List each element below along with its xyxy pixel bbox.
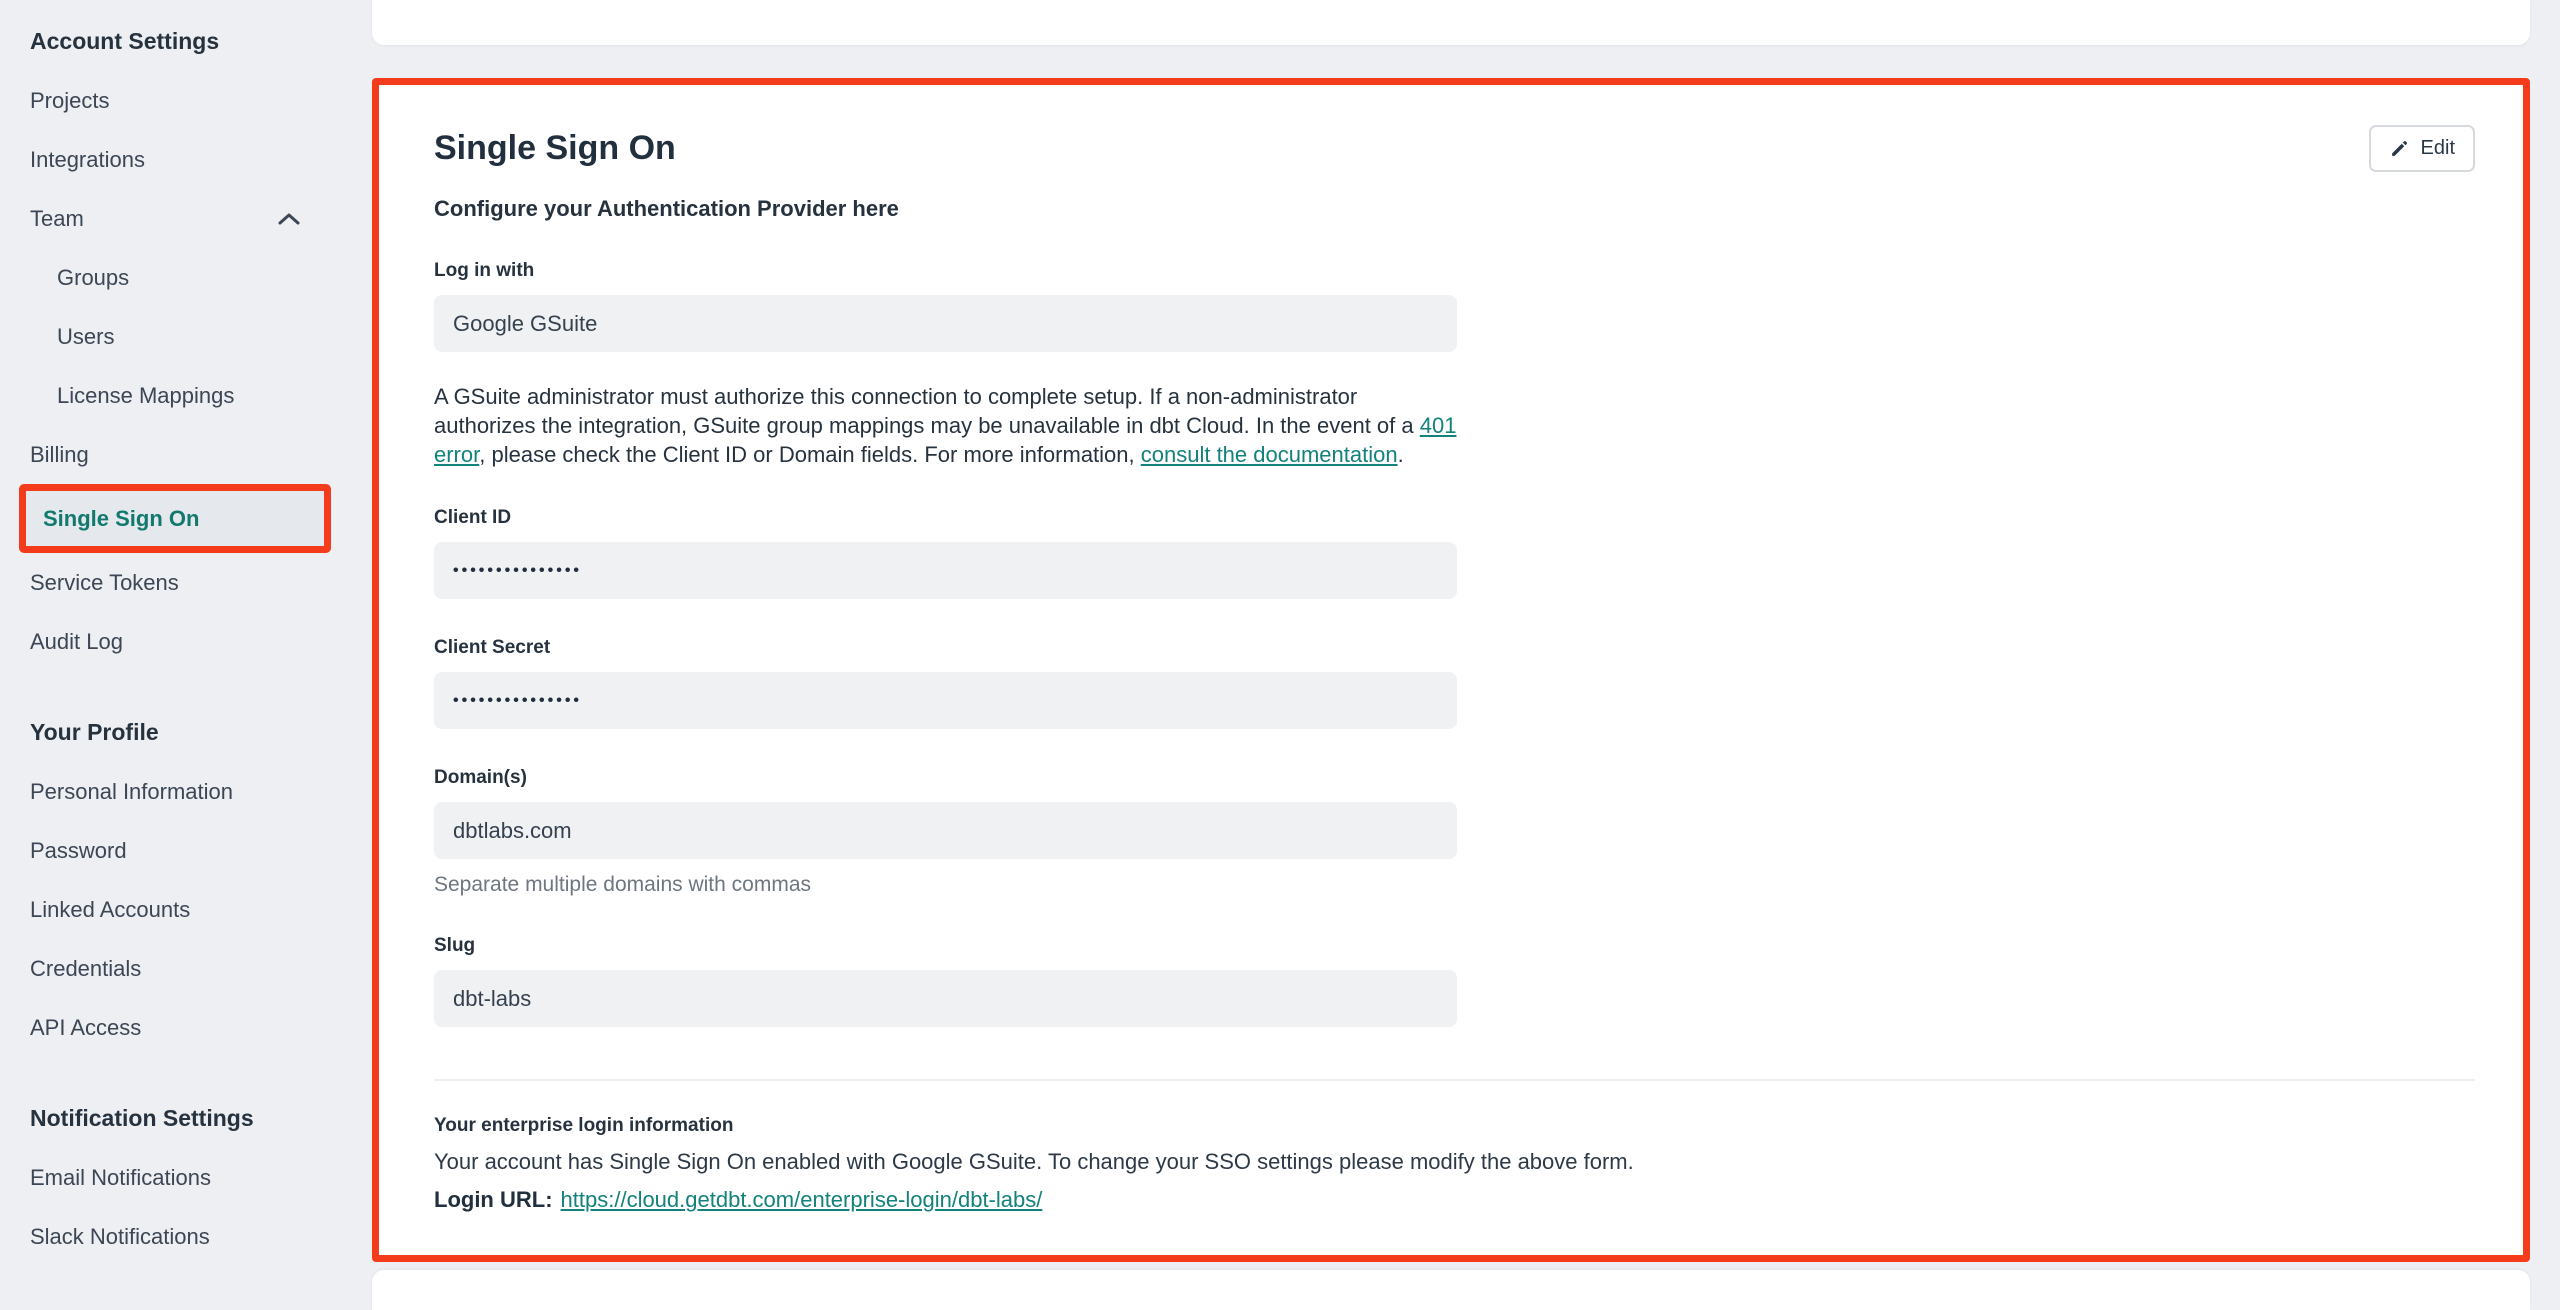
login-provider-label: Log in with: [434, 260, 1457, 282]
client-id-input[interactable]: •••••••••••••••: [434, 542, 1457, 599]
login-provider-input[interactable]: Google GSuite: [434, 295, 1457, 352]
sidebar-item-credentials[interactable]: Credentials: [30, 939, 308, 998]
sidebar-item-license-mappings[interactable]: License Mappings: [30, 366, 308, 425]
page-title: Single Sign On: [434, 125, 676, 168]
sidebar-item-audit-log[interactable]: Audit Log: [30, 612, 308, 671]
client-id-field: [434, 507, 1457, 599]
card-subtitle: Configure your Authentication Provider here: [434, 196, 2475, 222]
login-url-link[interactable]: https://cloud.getdbt.com/enterprise-login/dbt-labs/: [561, 1187, 1043, 1212]
edit-button-label: Edit: [2421, 137, 2455, 160]
client-secret-input[interactable]: •••••••••••••••: [434, 672, 1457, 729]
client-secret-field: [434, 637, 1457, 729]
previous-card-edge: [372, 0, 2530, 45]
sidebar-item-groups[interactable]: Groups: [30, 248, 308, 307]
sidebar-item-users[interactable]: Users: [30, 307, 308, 366]
sidebar-item-slack-notifications[interactable]: Slack Notifications: [30, 1207, 308, 1266]
sidebar-item-team[interactable]: Team: [30, 189, 308, 248]
sidebar-item-single-sign-on[interactable]: Single Sign On: [26, 491, 324, 546]
next-card-edge: [372, 1270, 2530, 1310]
sidebar-item-api-access[interactable]: API Access: [30, 998, 308, 1057]
domains-helper-text: Separate multiple domains with commas: [434, 873, 1457, 897]
domains-field: [434, 767, 1457, 897]
sidebar-item-email-notifications[interactable]: Email Notifications: [30, 1148, 308, 1207]
annotation-highlight-sidebar: [19, 484, 331, 553]
annotation-highlight-card: [372, 78, 2530, 1262]
client-id-label: Client ID: [434, 507, 1457, 529]
sidebar-item-linked-accounts[interactable]: Linked Accounts: [30, 880, 308, 939]
chevron-up-icon: [278, 213, 300, 225]
sidebar-header-your-profile: Your Profile: [30, 703, 308, 762]
slug-input[interactable]: dbt-labs: [434, 970, 1457, 1027]
gsuite-description: A GSuite administrator must authorize this connection to complete setup. If a non-administrator authorizes the integration, GSuite group mappings may be unavailable in dbt Cloud. In the event of a 401 error, please check the Client ID or Domain fields. For more information, consult the documentation.: [434, 382, 1457, 469]
sidebar-item-projects[interactable]: Projects: [30, 71, 308, 130]
pencil-icon: [2389, 138, 2410, 159]
sidebar-item-password[interactable]: Password: [30, 821, 308, 880]
edit-button[interactable]: [2369, 125, 2475, 172]
sidebar-header-notification-settings: Notification Settings: [30, 1089, 308, 1148]
documentation-link[interactable]: consult the documentation: [1141, 442, 1398, 467]
domains-label: Domain(s): [434, 767, 1457, 789]
login-url-label: Login URL:: [434, 1187, 553, 1212]
slug-label: Slug: [434, 935, 1457, 957]
enterprise-login-heading: Your enterprise login information: [434, 1115, 2475, 1137]
slug-field: [434, 935, 1457, 1027]
client-secret-label: Client Secret: [434, 637, 1457, 659]
sidebar-item-integrations[interactable]: Integrations: [30, 130, 308, 189]
sidebar-item-service-tokens[interactable]: Service Tokens: [30, 553, 308, 612]
main-content: [372, 0, 2530, 1282]
settings-sidebar: [0, 0, 362, 1282]
sidebar-item-personal-information[interactable]: Personal Information: [30, 762, 308, 821]
401-error-link[interactable]: 401 error: [434, 413, 1456, 467]
sidebar-header-account-settings: Account Settings: [30, 12, 308, 71]
sidebar-item-billing[interactable]: Billing: [30, 425, 308, 484]
login-url-row: [434, 1187, 2475, 1213]
login-provider-field: [434, 260, 1457, 352]
section-divider: [434, 1079, 2475, 1081]
domains-input[interactable]: dbtlabs.com: [434, 802, 1457, 859]
enterprise-login-body: Your account has Single Sign On enabled with Google GSuite. To change your SSO settings please modify the above form.: [434, 1149, 2475, 1175]
